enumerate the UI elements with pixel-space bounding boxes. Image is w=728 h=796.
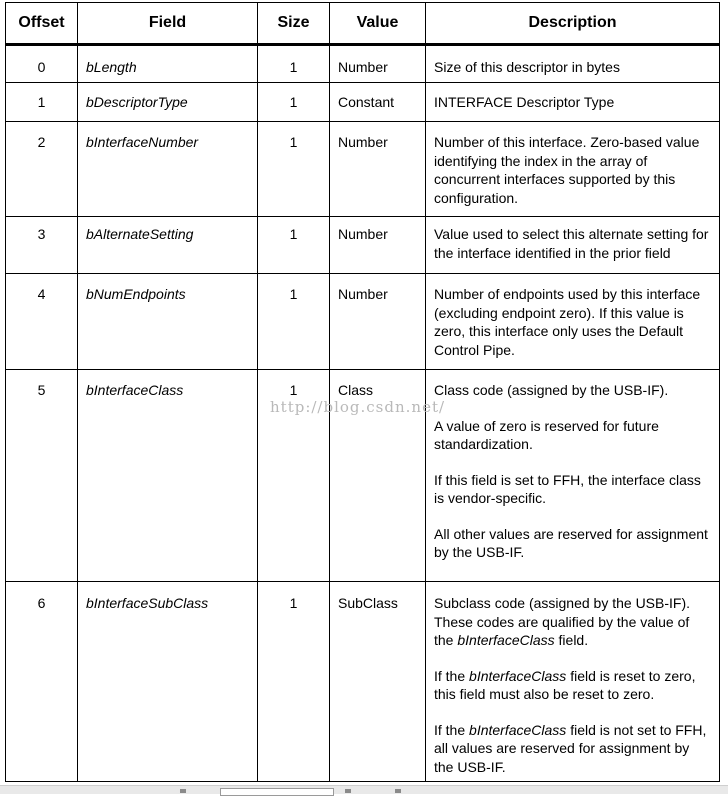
header-row bbox=[6, 3, 720, 45]
description-cell bbox=[426, 83, 720, 122]
size-cell: 1 bbox=[258, 83, 330, 122]
size-cell: 1 bbox=[258, 274, 330, 370]
value-cell: Number bbox=[330, 45, 426, 83]
field-reference: bInterfaceClass bbox=[469, 667, 567, 684]
field-cell: bInterfaceClass bbox=[78, 370, 258, 582]
table-row bbox=[6, 582, 720, 782]
description-cell bbox=[426, 582, 720, 782]
interface-descriptor-table bbox=[5, 2, 720, 782]
text-fragment: field is reset to zero, this field must also be reset to zero. bbox=[434, 667, 696, 702]
field-reference: bInterfaceClass bbox=[469, 721, 567, 738]
value-cell: SubClass bbox=[330, 582, 426, 782]
field-cell: bInterfaceNumber bbox=[78, 122, 258, 217]
toolbar-glyph bbox=[180, 789, 186, 793]
toolbar-glyph bbox=[345, 789, 351, 793]
description-text: All other values are reserved for assignment by the USB-IF. bbox=[434, 525, 708, 560]
size-cell: 1 bbox=[258, 45, 330, 83]
description-cell bbox=[426, 370, 720, 582]
offset-cell: 1 bbox=[6, 83, 78, 122]
field-cell: bNumEndpoints bbox=[78, 274, 258, 370]
table-row bbox=[6, 122, 720, 217]
field-reference: bInterfaceClass bbox=[457, 632, 555, 648]
offset-cell: 0 bbox=[6, 45, 78, 83]
scroll-thumb[interactable] bbox=[220, 788, 334, 796]
text-fragment: Subclass code (assigned by the USB-IF). These codes are qualified by the value of the bbox=[434, 595, 691, 648]
offset-cell: 4 bbox=[6, 274, 78, 370]
description-cell bbox=[426, 217, 720, 274]
description-text bbox=[434, 721, 711, 777]
description-text: Size of this descriptor in bytes bbox=[434, 59, 620, 75]
description-text: Value used to select this alternate setting for the interface identified in the prior field bbox=[434, 226, 709, 261]
table-row bbox=[6, 274, 720, 370]
description-text: Class code (assigned by the USB-IF). bbox=[434, 382, 669, 398]
field-cell: bLength bbox=[78, 45, 258, 83]
field-cell: bDescriptorType bbox=[78, 83, 258, 122]
field-cell: bAlternateSetting bbox=[78, 217, 258, 274]
size-cell: 1 bbox=[258, 217, 330, 274]
watermark: http://blog.csdn.net/ bbox=[270, 398, 446, 416]
offset-cell: 2 bbox=[6, 122, 78, 217]
text-fragment: If the bbox=[434, 721, 470, 738]
value-cell: Number bbox=[330, 274, 426, 370]
description-cell bbox=[426, 274, 720, 370]
text-fragment: field. bbox=[554, 632, 589, 648]
text-fragment: field is not set to FFH, all values are reserved for assignment by the USB-IF. bbox=[434, 721, 707, 775]
description-text: If this field is set to FFH, the interface class is vendor-specific. bbox=[434, 471, 701, 506]
table-row bbox=[6, 370, 720, 582]
size-cell: 1 bbox=[258, 370, 330, 582]
description-text bbox=[434, 667, 711, 704]
description-cell bbox=[426, 45, 720, 83]
table-row bbox=[6, 217, 720, 274]
description-cell bbox=[426, 122, 720, 217]
value-cell: Constant bbox=[330, 83, 426, 122]
value-cell: Class bbox=[330, 370, 426, 582]
offset-cell: 3 bbox=[6, 217, 78, 274]
toolbar-glyph bbox=[395, 789, 401, 793]
field-cell: bInterfaceSubClass bbox=[78, 582, 258, 782]
header-field: Field bbox=[78, 3, 258, 45]
description-text bbox=[434, 594, 711, 650]
value-cell: Number bbox=[330, 122, 426, 217]
size-cell: 1 bbox=[258, 582, 330, 782]
size-cell: 1 bbox=[258, 122, 330, 217]
description-text: Number of endpoints used by this interface (excluding endpoint zero). If this value is zero, this interface only uses the Default Control Pipe. bbox=[434, 286, 701, 358]
description-text: Number of this interface. Zero-based value identifying the index in the array of concurrent interfaces supported by this configuration. bbox=[434, 134, 700, 206]
description-text: A value of zero is reserved for future standardization. bbox=[434, 417, 659, 452]
header-description: Description bbox=[426, 3, 720, 45]
table-row bbox=[6, 83, 720, 122]
header-value: Value bbox=[330, 3, 426, 45]
table-row bbox=[6, 45, 720, 83]
offset-cell: 6 bbox=[6, 582, 78, 782]
header-offset: Offset bbox=[6, 3, 78, 45]
offset-cell: 5 bbox=[6, 370, 78, 582]
text-fragment: If the bbox=[434, 667, 470, 684]
value-cell: Number bbox=[330, 217, 426, 274]
description-text: INTERFACE Descriptor Type bbox=[434, 94, 615, 110]
header-size: Size bbox=[258, 3, 330, 45]
